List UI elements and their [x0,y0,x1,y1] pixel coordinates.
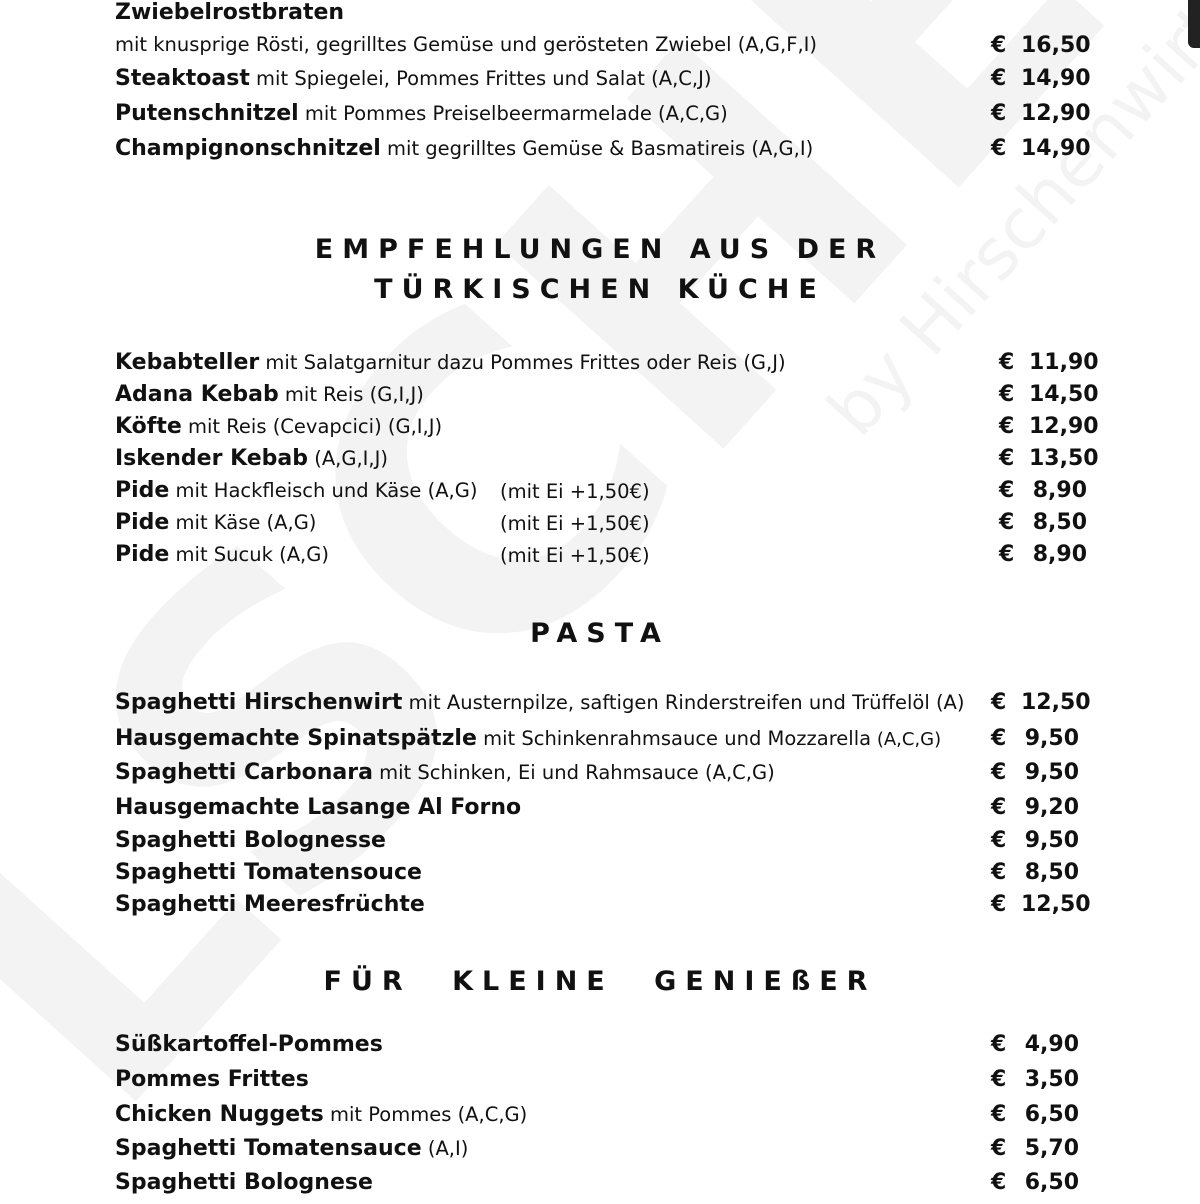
item-price: € 3,50 [991,1067,1079,1092]
item-price: € 13,50 [999,446,1099,471]
item-name: Spaghetti Bolognese [115,1170,373,1195]
item-name: Spaghetti Bolognesse [115,828,386,853]
menu-item [115,795,1095,829]
section-heading-turkish-1: EMPFEHLUNGEN AUS DER [314,234,886,265]
item-price: € 14,50 [999,382,1099,407]
item-description: mit gegrilltes Gemüse & Basmatireis (A,G,I) [380,137,814,160]
item-name: Spaghetti Tomatensauce [115,1136,422,1161]
menu-item [115,860,1095,894]
menu-item [115,66,1095,100]
item-price: € 8,50 [991,860,1079,885]
item-price: € 4,90 [991,1032,1079,1057]
item-description: mit Pommes (A,C,G) [323,1103,528,1126]
menu-item [115,1032,1095,1066]
item-name: Spaghetti Hirschenwirt [115,690,403,715]
item-name: Steaktoast [115,66,250,91]
item-name: Hausgemachte Spinatspätzle [115,726,477,751]
item-extra: (mit Ei +1,50€) [500,544,650,567]
item-price: € 12,90 [999,414,1099,439]
item-price: € 8,90 [999,542,1087,567]
section-heading-turkish-2: TÜRKISCHEN KÜCHE [374,274,826,305]
menu-item [115,136,1095,170]
menu-item [115,382,1099,416]
item-description: mit Hackfleisch und Käse (A,G) [169,479,478,502]
item-name: Zwiebelrostbraten [115,0,345,25]
item-description: mit Käse (A,G) [169,511,317,534]
item-description: mit Schinkenrahmsauce und Mozzarella [476,727,872,750]
item-price: € 9,50 [991,726,1079,751]
item-name: Köfte [115,414,182,439]
item-description: mit Reis (Cevapcici) (G,I,J) [181,415,443,438]
item-price: € 12,50 [991,690,1091,715]
item-name: Chicken Nuggets [115,1102,324,1127]
menu-item [115,726,1095,760]
menu-item [115,33,1095,67]
item-name: Pommes Frittes [115,1067,309,1092]
item-description: (A,G,I,J) [308,447,388,470]
item-extra: (mit Ei +1,50€) [500,512,650,535]
menu-item [115,1136,1095,1170]
menu-item [115,828,1095,862]
item-name: Champignonschnitzel [115,136,381,161]
item-price: € 16,50 [991,33,1091,58]
item-description: mit Salatgarnitur dazu Pommes Frittes oder Reis (G,J) [259,351,786,374]
menu-item [115,892,1095,926]
item-name: Süßkartoffel-Pommes [115,1032,383,1057]
item-price: € 12,50 [991,892,1091,917]
item-price: € 8,90 [999,478,1087,503]
item-description: mit Pommes Preiselbeermarmelade (A,C,G) [298,102,728,125]
item-price: € 6,50 [991,1102,1079,1127]
menu-item [115,350,1099,384]
item-price: € 9,50 [991,828,1079,853]
item-name: Adana Kebab [115,382,279,407]
item-name: Hausgemachte Lasange Al Forno [115,795,522,820]
item-name: Pide [115,478,170,503]
menu-item [115,690,1095,724]
menu-item [115,1170,1095,1204]
item-price: € 12,90 [991,101,1091,126]
item-name: Putenschnitzel [115,101,299,126]
menu-item [115,1102,1095,1136]
section-heading-kids: FÜR KLEINE GENIEßER [323,966,877,997]
item-name: Spaghetti Tomatensouce [115,860,422,885]
item-description: mit knusprige Rösti, gegrilltes Gemüse und gerösteten Zwiebel (A,G,F,I) [115,33,818,56]
menu-item [115,0,1095,34]
item-price: € 14,90 [991,66,1091,91]
item-description: mit Spiegelei, Pommes Frittes und Salat (A,C,J) [249,67,712,90]
menu-item [115,760,1095,794]
item-name: Pide [115,510,170,535]
item-description: mit Austernpilze, saftigen Rinderstreifen und Trüffelöl (A) [402,691,965,714]
item-price: € 5,70 [991,1136,1079,1161]
item-allergens: (A,C,G) [871,729,942,750]
item-price: € 9,50 [991,760,1079,785]
menu-item [115,510,1095,544]
menu-item [115,542,1095,576]
item-name: Pide [115,542,170,567]
item-description: mit Sucuk (A,G) [169,543,329,566]
item-price: € 8,50 [999,510,1087,535]
menu-item [115,478,1095,512]
item-description: (A,I) [421,1137,469,1160]
item-price: € 11,90 [999,350,1099,375]
item-price: € 9,20 [991,795,1079,820]
section-heading-pasta: PASTA [530,618,670,649]
item-name: Kebabteller [115,350,260,375]
item-description: mit Schinken, Ei und Rahmsauce (A,C,G) [372,761,775,784]
menu-item [115,1067,1095,1101]
scrollbar-thumb[interactable] [1188,0,1200,48]
item-name: Iskender Kebab [115,446,309,471]
item-price: € 14,90 [991,136,1091,161]
menu-item [115,101,1095,135]
item-description: mit Reis (G,I,J) [278,383,424,406]
item-extra: (mit Ei +1,50€) [500,480,650,503]
item-price: € 6,50 [991,1170,1079,1195]
item-name: Spaghetti Meeresfrüchte [115,892,425,917]
item-name: Spaghetti Carbonara [115,760,373,785]
menu-item [115,446,1099,480]
menu-item [115,414,1099,448]
